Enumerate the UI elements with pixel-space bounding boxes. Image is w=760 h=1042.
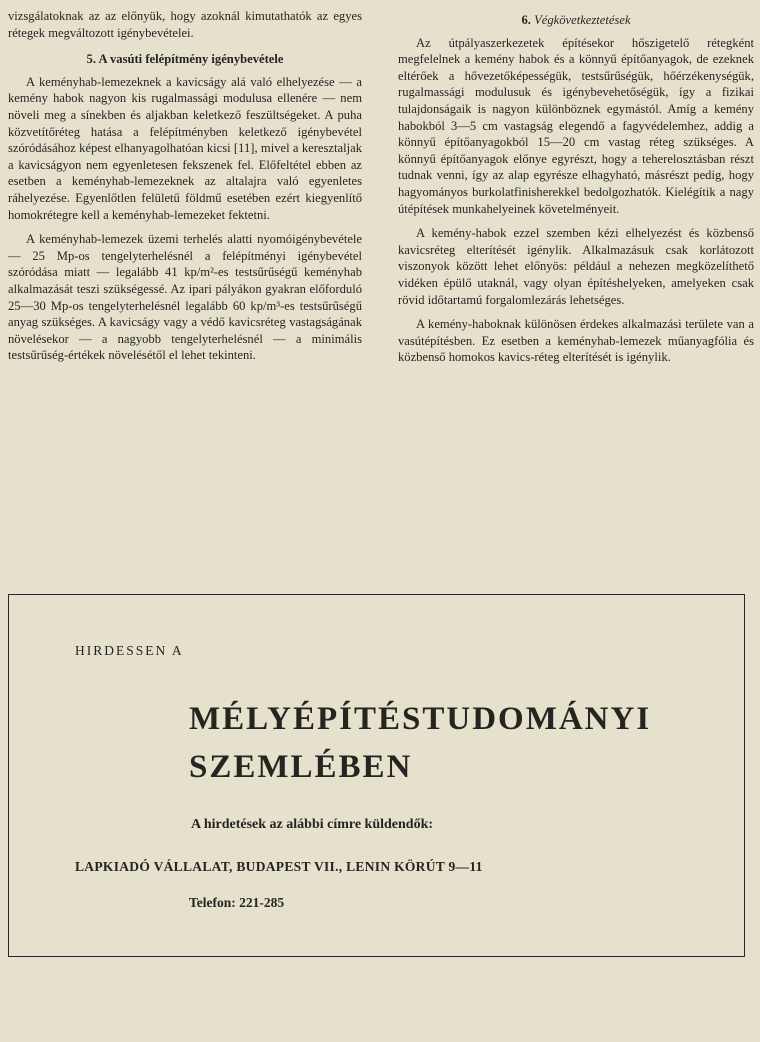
section-6-heading [398, 12, 754, 29]
section-6-paragraph-2: A kemény-habok ezzel szemben kézi elhelyezést és közbenső kavicsréteg elterítését igénylik. Alkalmazásuk csak korlátozott viszonyok között lehet előnyös: például a nehezen megközelíthető vidéken épülő utaknál, vagy olyan építéshelyeken, amelyeken csak rövid időtartamú forgalomlezárás lehetséges. [398, 226, 754, 307]
intro-paragraph: vizsgálatoknak az az előnyük, hogy azoknál kimutathatók az egyes rétegek megváltozott igénybevételei. [8, 9, 362, 40]
ad-title-line-1: MÉLYÉPÍTÉSTUDOMÁNYI [189, 701, 652, 737]
section-6-paragraph-3: A kemény-haboknak különösen érdekes alkalmazási területe van a vasútépítésben. Ez esetben a keményhab-lemezek műanyagfólia és közbenső homokos kavics-réteg elterítését is igénylik. [398, 317, 754, 365]
section-5-title: A vasúti felépítmény igénybevétele [98, 52, 284, 67]
ad-phone: Telefon: 221-285 [189, 895, 285, 910]
section-6-title: Végkövetkeztetések [534, 13, 631, 27]
section-5-paragraph-2: A keményhab-lemezek üzemi terhelés alatti nyomóigénybevétele — 25 Mp-os tengelyterhelésnél a felépítményi igénybevétel szóródása miatt — legalább 41 kp/m²-es testsűrűségű keményhab alkalmazását teszi szükségessé. Az ipari pályákon gyakran előforduló 25—30 Mp-os tengelyterhelésnél legalább 60 kp/m³-es testsűrűségű anyag szükséges. A kavicságy vagy a védő kavicsréteg vastagságának növelésekor — a nagyobb tengelyterhelésnél — a minimális testsűrűség-értékek növelésétől el lehet tekinteni. [8, 232, 362, 363]
advertisement-box [8, 594, 745, 957]
right-column [398, 8, 754, 374]
left-column [8, 8, 362, 372]
ad-intro-line: HIRDESSEN A [75, 643, 184, 658]
ad-send-to: A hirdetések az alábbi címre küldendők: [191, 817, 434, 832]
section-6-paragraph-1: Az útpályaszerkezetek építésekor hőszigetelő rétegként megfelelnek a kemény habok és a könnyű építőanyagok, de ezeknek eltérőek a hővezetőképességük, testsűrűségük, hőérzékenységük, rugalmassági modulusuk és igénybevehetőségük, így a fizikai tulajdonságaik is nagyon különböznek egymástól. Amíg a kemény habokból 3—5 cm vastagság elegendő a fagyvédelemhez, addig a könnyű építőanyagokból 15—20 cm vastag réteg szükséges. A könnyű építőanyagok előnye egyrészt, hogy a teherelosztásban részt tudnak venni, így az alap egyrésze elhagyható, másrészt pedig, hogy hagyományos burkolatfinisherekkel bedolgozhatók. Kielégítik a nagy útépítések munkahelyeinek követelményeit. [398, 35, 754, 216]
section-5-number: 5. [86, 52, 96, 67]
ad-address: LAPKIADÓ VÁLLALAT, BUDAPEST VII., LENIN KÖRÚT 9—11 [75, 859, 483, 874]
section-5-heading [8, 51, 362, 68]
section-6-number: 6. [521, 13, 531, 27]
section-5-paragraph-1: A keményhab-lemezeknek a kavicságy alá való elhelyezése — a kemény habok nagyon kis rugalmassági modulusa ellenére — nem növeli meg a sínekben és aljakban keletkező feszültségeket. A puha közvetítőréteg hatása a felépítményben keletkező igénybevétel szóródásához képest elhanyagolhatóan kicsi [11], mivel a keresztaljak a kavicságyon nem egyenletesen fekszenek fel. Előfeltétel ebben az esetben a keményhab-lemezeknek az altalajra való egyenletes ráhelyezése. Egyenlőtlen felületű földmű esetében ezért kiegyenlítő homokrétegre kell a keményhab-lemezeket fektetni. [8, 74, 362, 222]
ad-journal-title [189, 695, 651, 791]
ad-title-line-2: SZEMLÉBEN [189, 749, 413, 785]
